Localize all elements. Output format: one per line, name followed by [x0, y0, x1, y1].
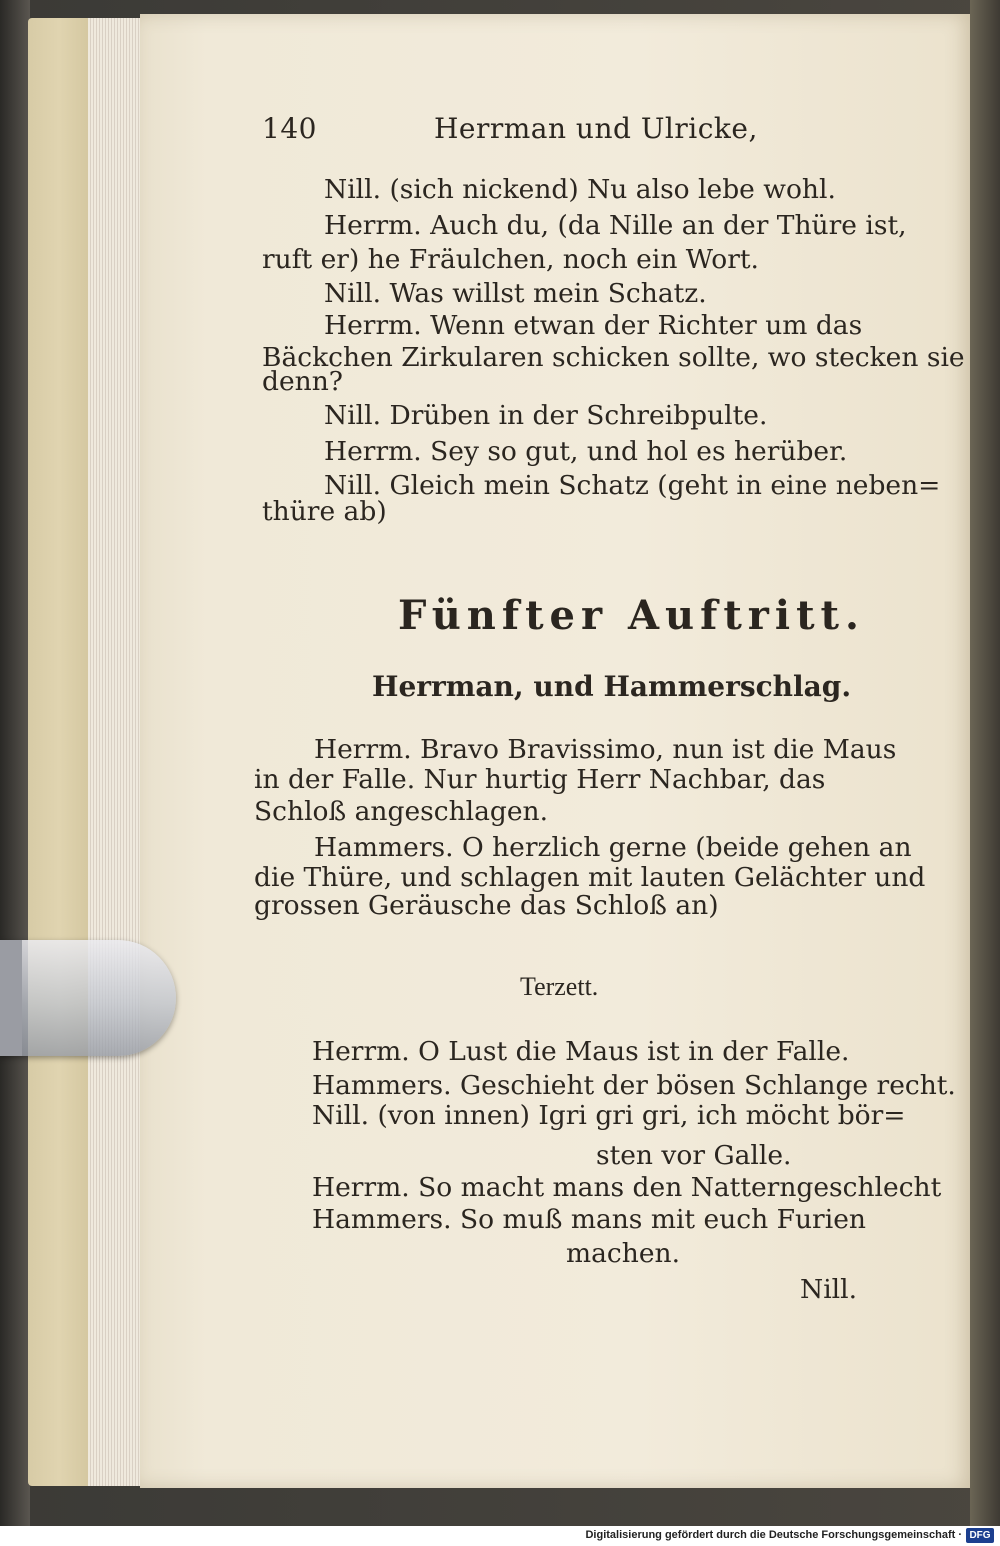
text-line: grossen Geräusche das Schloß an) [254, 890, 719, 921]
running-title: Herrman und Ulricke, [434, 112, 758, 145]
text-line: Schloß angeschlagen. [254, 796, 549, 827]
text-line: ruft er) he Fräulchen, noch ein Wort. [262, 244, 759, 275]
text-line: Herrm. Wenn etwan der Richter um das [324, 310, 863, 341]
text-line: in der Falle. Nur hurtig Herr Nachbar, das [254, 764, 826, 795]
page-clip-bar [0, 940, 22, 1056]
text-line: Herrm. So macht mans den Natterngeschlecht [312, 1172, 942, 1203]
text-line: Hammers. Geschieht der bösen Schlange recht. [312, 1070, 956, 1101]
text-line: Hammers. So muß mans mit euch Furien [312, 1204, 866, 1235]
text-line: Herrm. O Lust die Maus ist in der Falle. [312, 1036, 850, 1067]
dfg-logo-icon: DFG [966, 1528, 994, 1543]
scene-characters: Herrman, und Hammerschlag. [372, 670, 852, 703]
page-edges [88, 18, 146, 1486]
text-line: Nill. Drüben in der Schreibpulte. [324, 400, 768, 431]
text-line: machen. [566, 1238, 681, 1269]
text-line: denn? [262, 366, 343, 397]
text-line: Nill. Was willst mein Schatz. [324, 278, 707, 309]
text-line: Herrm. Bravo Bravissimo, nun ist die Maus [314, 734, 897, 765]
book-cover-edge [0, 0, 30, 1526]
page-clip [0, 940, 176, 1056]
text-line: die Thüre, und schlagen mit lauten Gelächter und [254, 862, 926, 893]
text-line: Herrm. Auch du, (da Nille an der Thüre ist, [324, 210, 907, 241]
text-line: Bäckchen Zirkularen schicken sollte, wo stecken sie [262, 342, 965, 373]
footer-bar [0, 1526, 1000, 1546]
text-line: Nill. (sich nickend) Nu also lebe wohl. [324, 174, 836, 205]
text-line: thüre ab) [262, 496, 387, 527]
page-number: 140 [262, 112, 317, 145]
text-line: Hammers. O herzlich gerne (beide gehen an [314, 832, 912, 863]
catchword: Nill. [800, 1274, 858, 1305]
scene-title: Fünfter Auftritt. [398, 592, 865, 639]
text-line: Herrm. Sey so gut, und hol es herüber. [324, 436, 848, 467]
book-spine [28, 18, 90, 1486]
text-line: sten vor Galle. [596, 1140, 792, 1171]
right-rim [970, 0, 1000, 1526]
text-line: Nill. (von innen) Igri gri gri, ich möcht bör= [312, 1100, 906, 1131]
terzett-heading: Terzett. [520, 972, 599, 1001]
text-line: Nill. Gleich mein Schatz (geht in eine neben= [324, 470, 941, 501]
footer-credit: Digitalisierung gefördert durch die Deutsche Forschungsgemeinschaft · [585, 1529, 962, 1541]
